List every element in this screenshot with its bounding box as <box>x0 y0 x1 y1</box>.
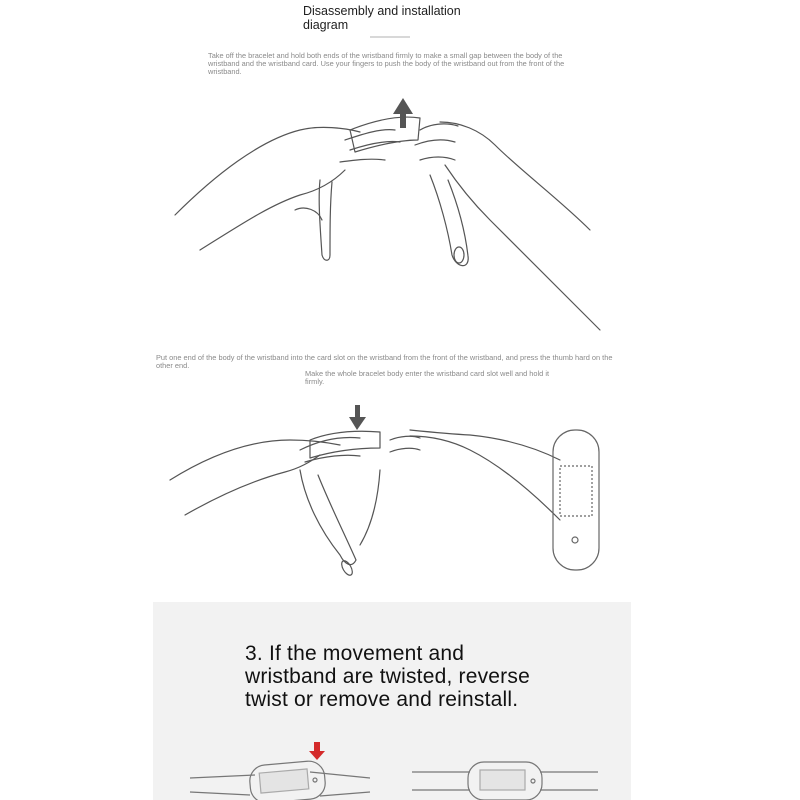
page-title: Disassembly and installation diagram <box>303 4 461 32</box>
insert-caption: Put one end of the body of the wristband into the card slot on the wristband from the front of the wristband, and press the thumb hard on the other end. <box>156 353 613 370</box>
red-arrow-icon <box>309 742 325 760</box>
removal-caption: Take off the bracelet and hold both ends of the wristband firmly to make a small gap between the body of the wristband and the wristband card. Use your fingers to push the body of the wristband out from the front of the wristband. <box>208 51 565 76</box>
step3-text: 3. If the movement and wristband are twisted, reverse twist or remove and reinstall. <box>245 642 530 711</box>
enter-caption: Make the whole bracelet body enter the wristband card slot well and hold it firmly. <box>305 369 550 386</box>
